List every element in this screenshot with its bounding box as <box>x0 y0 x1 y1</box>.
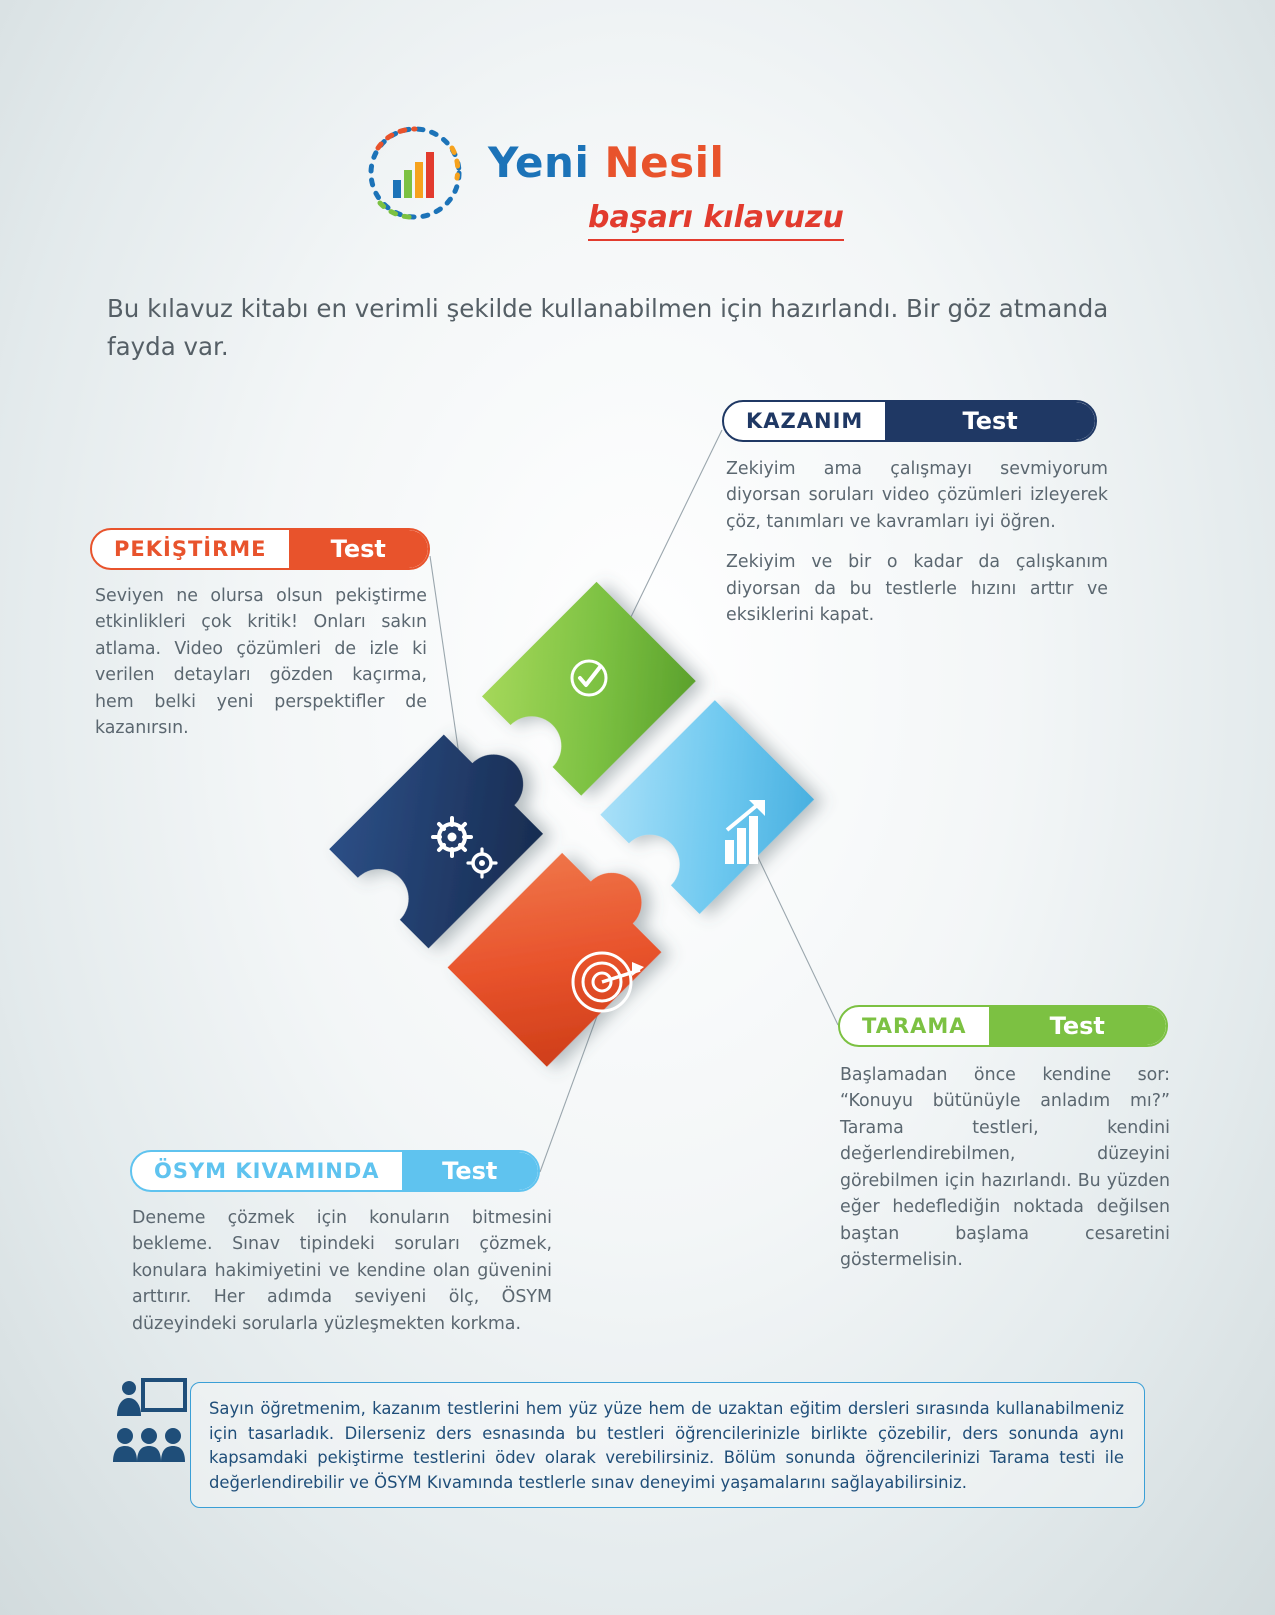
logo-title-part1: Yeni <box>488 138 590 187</box>
logo-title <box>488 138 724 187</box>
description-kazanim-p1: Zekiyim ama çalışmayı sevmiyorum diyorsan soruları video çözümleri izleyerek çöz, tanımları ve kavramları iyi öğren. <box>726 459 1108 532</box>
teacher-note-text: Sayın öğretmenim, kazanım testlerini hem yüz yüze hem de uzaktan eğitim dersleri sırasında kullanabilmeniz için tasarladık. Dilerseniz ders esnasında bu testleri öğrencilerinizle birlikte çözebilir, ders sonunda aynı kapsamdaki pekiştirme testlerini ödev olarak verebilirsiniz. Bölüm sonunda öğrencilerinizi Tarama testi ile değerlendirebilir ve ÖSYM Kıvamında testlerle sınav deneyimi yaşamalarını sağlayabilirsiniz. <box>209 1399 1124 1492</box>
callout-kazanim-test-label: Test <box>885 402 1095 440</box>
description-tarama <box>840 1062 1170 1274</box>
callout-tarama-category: TARAMA <box>862 1014 967 1038</box>
description-kazanim-p2: Zekiyim ve bir o kadar da çalışkanım diyorsan da bu testlerle hızını arttır ve eksiklerini kapat. <box>726 552 1108 626</box>
callout-tarama[interactable] <box>838 1005 1168 1047</box>
teacher-note-box <box>190 1382 1145 1508</box>
callout-osym-test-label: Test <box>402 1152 538 1190</box>
intro-paragraph: Bu kılavuz kitabı en verimli şekilde kullanabilmen için hazırlandı. Bir göz atmanda fayda var. <box>107 294 1109 361</box>
logo-block <box>360 108 880 248</box>
logo-subtitle: başarı kılavuzu <box>588 200 844 241</box>
description-osym-p1: Deneme çözmek için konuların bitmesini bekleme. Sınav tipindeki soruları çözmek, konulara hakimiyetini ve kendine olan güvenini arttırır. Her adımda seviyeni ölç, ÖSYM düzeyindeki sorularla yüzleşmekten korkma. <box>132 1208 552 1334</box>
callout-kazanim-category: KAZANIM <box>746 409 864 433</box>
description-pekistirme-p1: Seviyen ne olursa olsun pekiştirme etkinlikleri çok kritik! Onları sakın atlama. Video çözümleri de izle ki verilen detayları gözden kaçırma, hem belki yeni perspektifler de kazanırsın. <box>95 586 427 739</box>
callout-pekistirme[interactable] <box>90 528 430 570</box>
callout-kazanim[interactable] <box>722 400 1097 442</box>
description-pekistirme <box>95 583 427 742</box>
callout-pekistirme-category: PEKİŞTİRME <box>114 537 267 561</box>
callout-osym[interactable] <box>130 1150 540 1192</box>
description-tarama-p1: Başlamadan önce kendine sor: “Konuyu bütünüyle anladım mı?” Tarama testleri, kendini değerlendirebilmen, düzeyini görebilmen için hazırlandı. Bu yüzden eğer hedeflediğin noktada değilsen baştan başlama cesaretini göstermelisin. <box>840 1065 1170 1271</box>
description-kazanim <box>726 456 1108 629</box>
teacher-presentation-icon <box>113 1378 187 1462</box>
bar-chart-dotted-circle-icon <box>360 118 470 228</box>
callout-pekistirme-test-label: Test <box>289 530 429 568</box>
callout-osym-category: ÖSYM KIVAMINDA <box>154 1159 380 1183</box>
callout-tarama-test-label: Test <box>989 1007 1166 1045</box>
description-osym <box>132 1205 552 1337</box>
logo-title-part2: Nesil <box>604 138 725 187</box>
